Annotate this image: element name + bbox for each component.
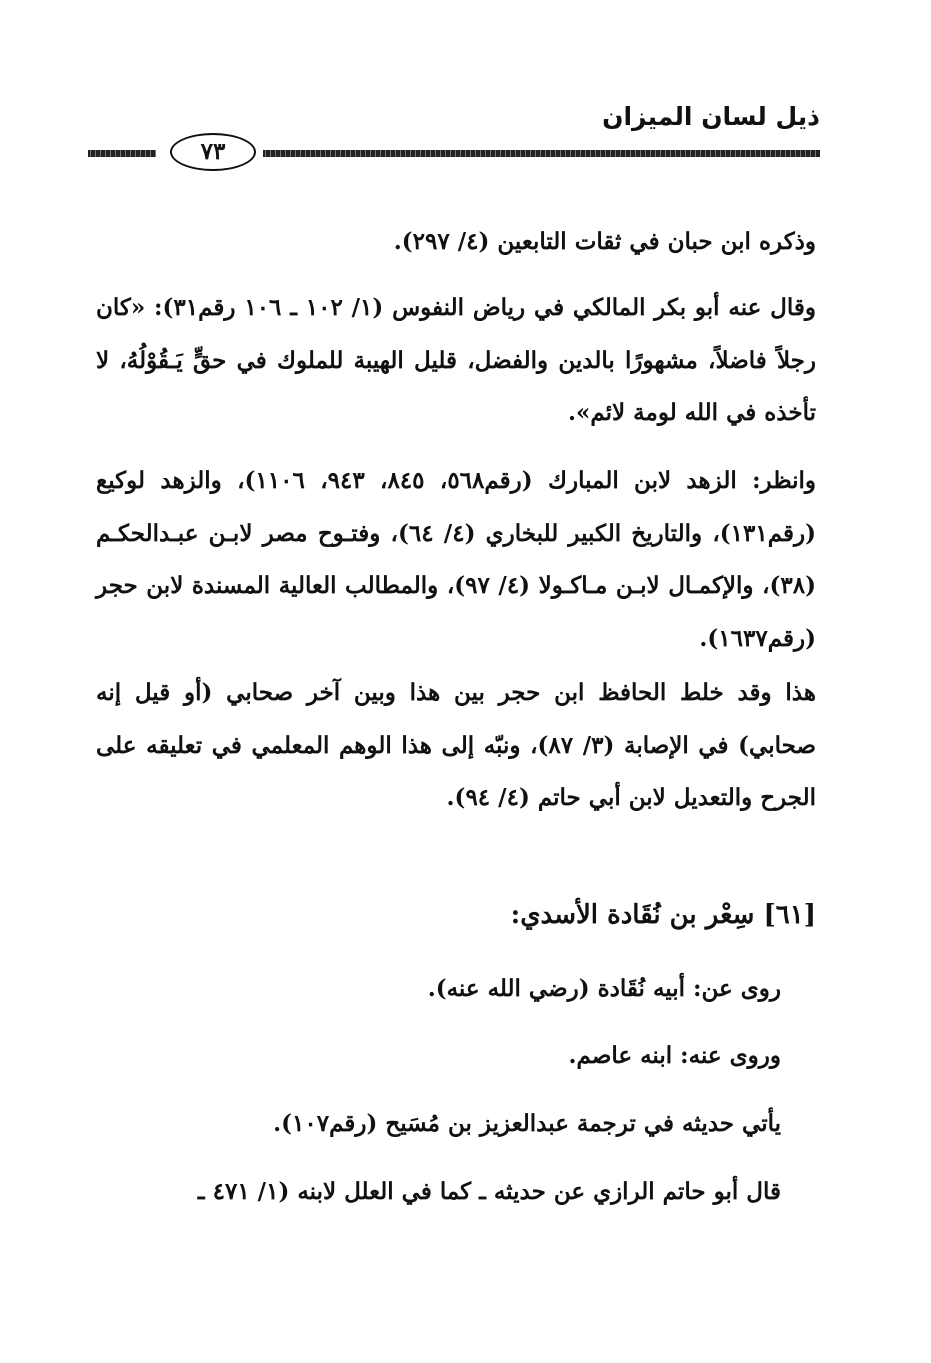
paragraph: هذا وقد خلط الحافظ ابن حجر بين هذا وبين آخر صحابي (أو قيل إنه صحابي) في الإصابة (٣/ ٨٧)، ونبّه إلى هذا الوهم المعلمي في تعليقه على الجرح والتعديل لابن أبي حاتم (٤/ ٩٤). bbox=[96, 679, 816, 811]
header-rule-left bbox=[88, 150, 156, 157]
entry-line: قال أبو حاتم الرازي عن حديثه ـ كما في العلل لابنه (١/ ٤٧١ ـ bbox=[197, 1178, 781, 1205]
entry-heading: [٦١] سِعْر بن نُقَادة الأسدي: bbox=[510, 900, 816, 930]
paragraph: وقال عنه أبو بكر المالكي في رياض النفوس (١/ ١٠٢ ـ ١٠٦ رقم٣١): «كان رجلاً فاضلاً، مشهورًا بالدين والفضل، قليل الهيبة للملوك في حقٍّ يَـقُوْلُهُ، لا تأخذه في الله لومة لائم». bbox=[96, 294, 816, 426]
entry-line: يأتي حديثه في ترجمة عبدالعزيز بن مُسَيح (رقم١٠٧). bbox=[273, 1110, 781, 1137]
entry-line: روى عن: أبيه نُقَادة (رضي الله عنه). bbox=[427, 975, 781, 1002]
header-rule-right bbox=[263, 150, 820, 157]
entry-line: وروى عنه: ابنه عاصم. bbox=[568, 1042, 781, 1069]
paragraph: وذكره ابن حبان في ثقات التابعين (٤/ ٢٩٧). bbox=[393, 228, 816, 255]
paragraph: وانظر: الزهد لابن المبارك (رقم٥٦٨، ٨٤٥، ٩٤٣، ١١٠٦)، والزهد لوكيع (رقم١٣١)، والتاريخ الكبير للبخاري (٤/ ٦٤)، وفتـوح مصر لابـن عبـدالحكـم (٣٨)، والإكمـال لابـن مـاكـولا (٤/ ٩٧)، والمطالب العالية المسندة لابن حجر (رقم١٦٣٧). bbox=[96, 467, 817, 652]
running-title: ذيل لسان الميزان bbox=[602, 102, 820, 131]
page-header bbox=[88, 100, 820, 170]
page-number: ٧٣ bbox=[170, 133, 256, 171]
